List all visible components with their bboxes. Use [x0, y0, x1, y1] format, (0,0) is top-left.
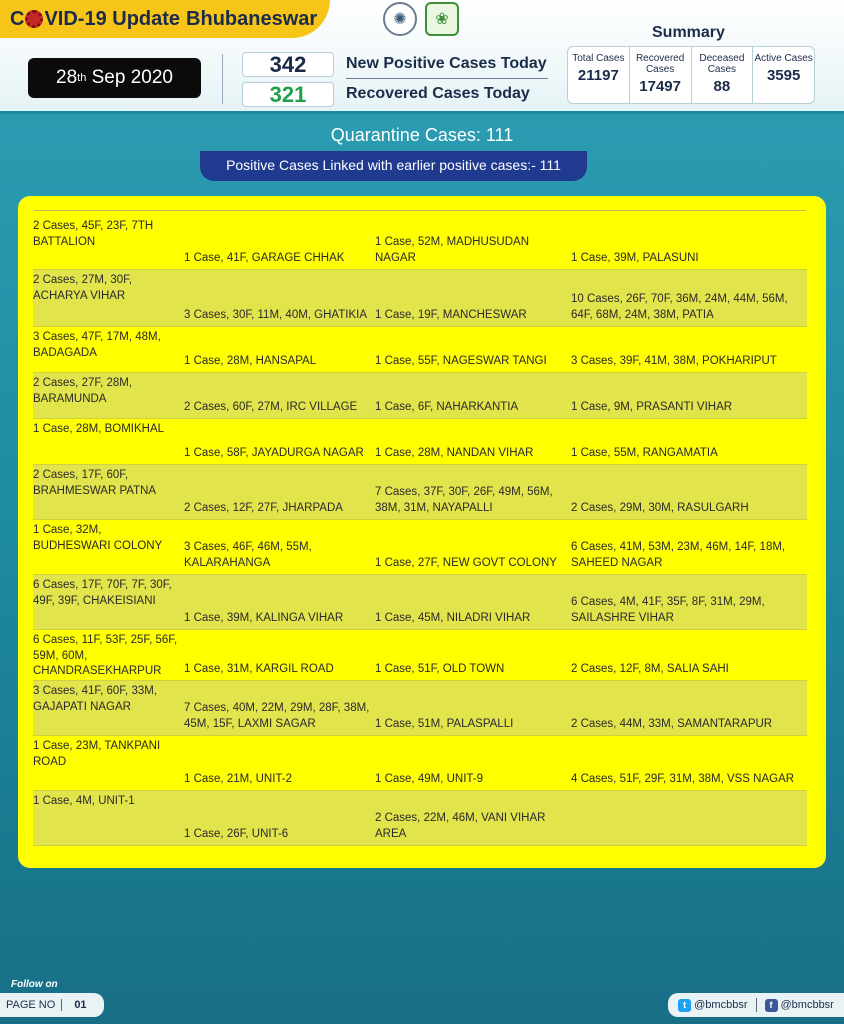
- facebook-icon: f: [765, 999, 778, 1012]
- cell-text: 4 Cases, 51F, 29F, 31M, 38M, VSS NAGAR: [571, 772, 795, 785]
- table-cell: [33, 630, 184, 680]
- table-cell: [571, 791, 807, 845]
- summary-box: [567, 46, 815, 104]
- cell-text: 3 Cases, 41F, 60F, 33M, GAJAPATI NAGAR: [33, 685, 158, 713]
- table-top-line: [34, 210, 806, 211]
- cell-text: 7 Cases, 40M, 22M, 29M, 28F, 38M, 45M, 15F, LAXMI SAGAR: [184, 702, 370, 730]
- table-cell: [375, 327, 571, 372]
- cell-text: 1 Case, 23M, TANKPANI ROAD: [33, 740, 161, 768]
- table-cell: [33, 373, 184, 418]
- table-cell: [33, 327, 184, 372]
- table-cell: [33, 791, 184, 845]
- cell-text: 1 Case, 39M, PALASUNI: [571, 251, 699, 264]
- table-row: [33, 791, 807, 846]
- table-row: [33, 630, 807, 681]
- cell-text: 2 Cases, 29M, 30M, RASULGARH: [571, 501, 749, 514]
- table-cell: [33, 270, 184, 326]
- table-row: [33, 216, 807, 270]
- table-cell: [33, 575, 184, 629]
- table-cell: [375, 520, 571, 574]
- summary-label: Recovered Cases: [635, 53, 685, 75]
- date-day: 28: [56, 67, 78, 88]
- summary-value: 17497: [639, 78, 681, 95]
- table-cell: [571, 575, 807, 629]
- logos: [383, 2, 459, 36]
- cell-text: 3 Cases, 46F, 46M, 55M, KALARAHANGA: [184, 541, 312, 569]
- page-number-box: [0, 993, 104, 1017]
- cell-text: 6 Cases, 17F, 70F, 7F, 30F, 49F, 39F, CHAKEISIANI: [33, 579, 172, 607]
- table-cell: [33, 216, 184, 269]
- cell-text: 1 Case, 32M, BUDHESWARI COLONY: [33, 524, 163, 552]
- header-divider: [222, 54, 223, 104]
- title-city: Bhubaneswar: [186, 7, 318, 30]
- twitter-link[interactable]: [678, 999, 747, 1012]
- date-box: [28, 58, 201, 98]
- table-cell: [375, 373, 571, 418]
- summary-label: Total Cases: [572, 53, 625, 64]
- cell-text: 1 Case, 28M, BOMIKHAL: [33, 423, 165, 435]
- social-divider: [756, 998, 757, 1012]
- table-cell: [375, 465, 571, 519]
- facebook-link[interactable]: [765, 999, 834, 1012]
- table-cell: [571, 465, 807, 519]
- virus-icon: [25, 10, 43, 28]
- table-row: [33, 736, 807, 791]
- summary-value: 21197: [577, 67, 619, 84]
- table-cell: [184, 681, 375, 735]
- table-cell: [184, 327, 375, 372]
- table-row: [33, 327, 807, 373]
- table-cell: [375, 270, 571, 326]
- cell-text: 6 Cases, 11F, 53F, 25F, 56F, 59M, 60M, CHANDRASEKHARPUR: [33, 634, 178, 677]
- cell-text: 3 Cases, 47F, 17M, 48M, BADAGADA: [33, 331, 161, 359]
- quarantine-cases: Quarantine Cases: 111: [330, 125, 514, 145]
- table-cell: [33, 520, 184, 574]
- cell-text: 1 Case, 51F, OLD TOWN: [375, 662, 505, 675]
- cell-text: 7 Cases, 37F, 30F, 26F, 49M, 56M, 38M, 31M, NAYAPALLI: [375, 486, 553, 514]
- table-cell: [571, 419, 807, 464]
- cell-text: 2 Cases, 27F, 28M, BARAMUNDA: [33, 377, 133, 405]
- header: [0, 0, 844, 114]
- cell-text: 1 Case, 4M, UNIT-1: [33, 795, 135, 807]
- cell-text: 1 Case, 19F, MANCHESWAR: [375, 308, 527, 321]
- cell-text: 2 Cases, 27M, 30F, ACHARYA VIHAR: [33, 274, 133, 302]
- cases-table-panel: [18, 196, 826, 868]
- twitter-icon: t: [678, 999, 691, 1012]
- recovered-count: 321: [242, 82, 334, 107]
- cell-text: 2 Cases, 60F, 27M, IRC VILLAGE: [184, 400, 358, 413]
- table-cell: [33, 419, 184, 464]
- cell-text: 6 Cases, 4M, 41F, 35F, 8F, 31M, 29M, SAILASHRE VIHAR: [571, 596, 765, 624]
- table-cell: [184, 373, 375, 418]
- summary-label: Active Cases: [754, 53, 813, 64]
- table-cell: [571, 520, 807, 574]
- title-prefix: C: [10, 7, 25, 30]
- table-cell: [375, 419, 571, 464]
- summary-recovered: [630, 47, 692, 103]
- table-cell: [571, 270, 807, 326]
- table-cell: [375, 575, 571, 629]
- cell-text: 1 Case, 26F, UNIT-6: [184, 827, 289, 840]
- cell-text: 1 Case, 51M, PALASPALLI: [375, 717, 514, 730]
- table-cell: [184, 575, 375, 629]
- table-cell: [571, 630, 807, 680]
- cell-text: 1 Case, 49M, UNIT-9: [375, 772, 484, 785]
- date-suffix: th: [77, 72, 87, 84]
- table-cell: [571, 681, 807, 735]
- summary-title: Summary: [652, 24, 725, 41]
- cell-text: 1 Case, 55F, NAGESWAR TANGI: [375, 354, 547, 367]
- cell-text: 1 Case, 45M, NILADRI VIHAR: [375, 611, 531, 624]
- cell-text: 2 Cases, 22M, 46M, VANI VIHAR AREA: [375, 812, 546, 840]
- cell-text: 1 Case, 9M, PRASANTI VIHAR: [571, 400, 733, 413]
- follow-on-label: Follow on: [11, 979, 58, 990]
- table-cell: [33, 681, 184, 735]
- table-row: [33, 575, 807, 630]
- table-cell: [571, 736, 807, 790]
- table-cell: [571, 373, 807, 418]
- cell-text: 1 Case, 27F, NEW GOVT COLONY: [375, 556, 557, 569]
- table-row: [33, 419, 807, 465]
- table-cell: [184, 791, 375, 845]
- cell-text: 1 Case, 28M, HANSAPAL: [184, 354, 317, 367]
- odisha-emblem-icon: ✺: [383, 2, 417, 36]
- summary-value: 88: [713, 78, 731, 95]
- table-cell: [184, 630, 375, 680]
- table-cell: [33, 736, 184, 790]
- table-cell: [571, 327, 807, 372]
- summary-value: 3595: [766, 67, 801, 84]
- table-cell: [184, 216, 375, 269]
- table-row: [33, 465, 807, 520]
- facebook-handle: @bmcbbsr: [780, 999, 834, 1011]
- page-number: 01: [74, 999, 87, 1011]
- table-row: [33, 520, 807, 575]
- cell-text: 3 Cases, 30F, 11M, 40M, GHATIKIA: [184, 308, 368, 321]
- summary-deceased: [692, 47, 754, 103]
- linked-cases-banner: Positive Cases Linked with earlier positive cases:- 111: [200, 151, 587, 181]
- table-cell: [184, 465, 375, 519]
- table-cell: [375, 736, 571, 790]
- cell-text: 10 Cases, 26F, 70F, 36M, 24M, 44M, 56M, 64F, 68M, 24M, 38M, PATIA: [571, 293, 788, 321]
- social-links: [668, 993, 844, 1017]
- twitter-handle: @bmcbbsr: [694, 999, 748, 1011]
- label-divider: [346, 78, 548, 79]
- new-positive-label: New Positive Cases Today: [346, 55, 547, 72]
- table-row: [33, 373, 807, 419]
- table-cell: [184, 736, 375, 790]
- cell-text: 1 Case, 6F, NAHARKANTIA: [375, 400, 519, 413]
- summary-active: [753, 47, 814, 103]
- cell-text: 1 Case, 21M, UNIT-2: [184, 772, 293, 785]
- bmc-logo-icon: ❀: [425, 2, 459, 36]
- cell-text: 2 Cases, 45F, 23F, 7TH BATTALION: [33, 220, 154, 248]
- table-cell: [571, 216, 807, 269]
- cell-text: 1 Case, 28M, NANDAN VIHAR: [375, 446, 534, 459]
- table-cell: [375, 681, 571, 735]
- page-label: PAGE NO: [0, 999, 62, 1011]
- cell-text: 2 Cases, 44M, 33M, SAMANTARAPUR: [571, 717, 773, 730]
- title-mid: VID-19 Update: [44, 7, 181, 30]
- cell-text: 1 Case, 41F, GARAGE CHHAK: [184, 251, 345, 264]
- cell-text: 1 Case, 52M, MADHUSUDAN NAGAR: [375, 236, 530, 264]
- cases-table: [33, 216, 807, 846]
- date-rest: Sep 2020: [86, 67, 173, 88]
- table-cell: [33, 465, 184, 519]
- title-banner: [0, 0, 330, 38]
- summary-label: Deceased Cases: [699, 53, 745, 75]
- new-positive-count: 342: [242, 52, 334, 77]
- cell-text: 1 Case, 31M, KARGIL ROAD: [184, 662, 334, 675]
- cell-text: 1 Case, 55M, RANGAMATIA: [571, 446, 718, 459]
- cell-text: 1 Case, 39M, KALINGA VIHAR: [184, 611, 344, 624]
- cell-text: 1 Case, 58F, JAYADURGA NAGAR: [184, 446, 364, 459]
- table-cell: [375, 791, 571, 845]
- cell-text: 2 Cases, 17F, 60F, BRAHMESWAR PATNA: [33, 469, 157, 497]
- table-cell: [375, 630, 571, 680]
- cell-text: 3 Cases, 39F, 41M, 38M, POKHARIPUT: [571, 354, 777, 367]
- table-cell: [375, 216, 571, 269]
- table-row: [33, 681, 807, 736]
- recovered-label: Recovered Cases Today: [346, 85, 530, 102]
- summary-total: [568, 47, 630, 103]
- table-cell: [184, 270, 375, 326]
- cell-text: 6 Cases, 41M, 53M, 23M, 46M, 14F, 18M, SAHEED NAGAR: [571, 541, 786, 569]
- table-cell: [184, 419, 375, 464]
- cell-text: 2 Cases, 12F, 27F, JHARPADA: [184, 501, 343, 514]
- table-row: [33, 270, 807, 327]
- cell-text: 2 Cases, 12F, 8M, SALIA SAHI: [571, 662, 729, 675]
- table-cell: [184, 520, 375, 574]
